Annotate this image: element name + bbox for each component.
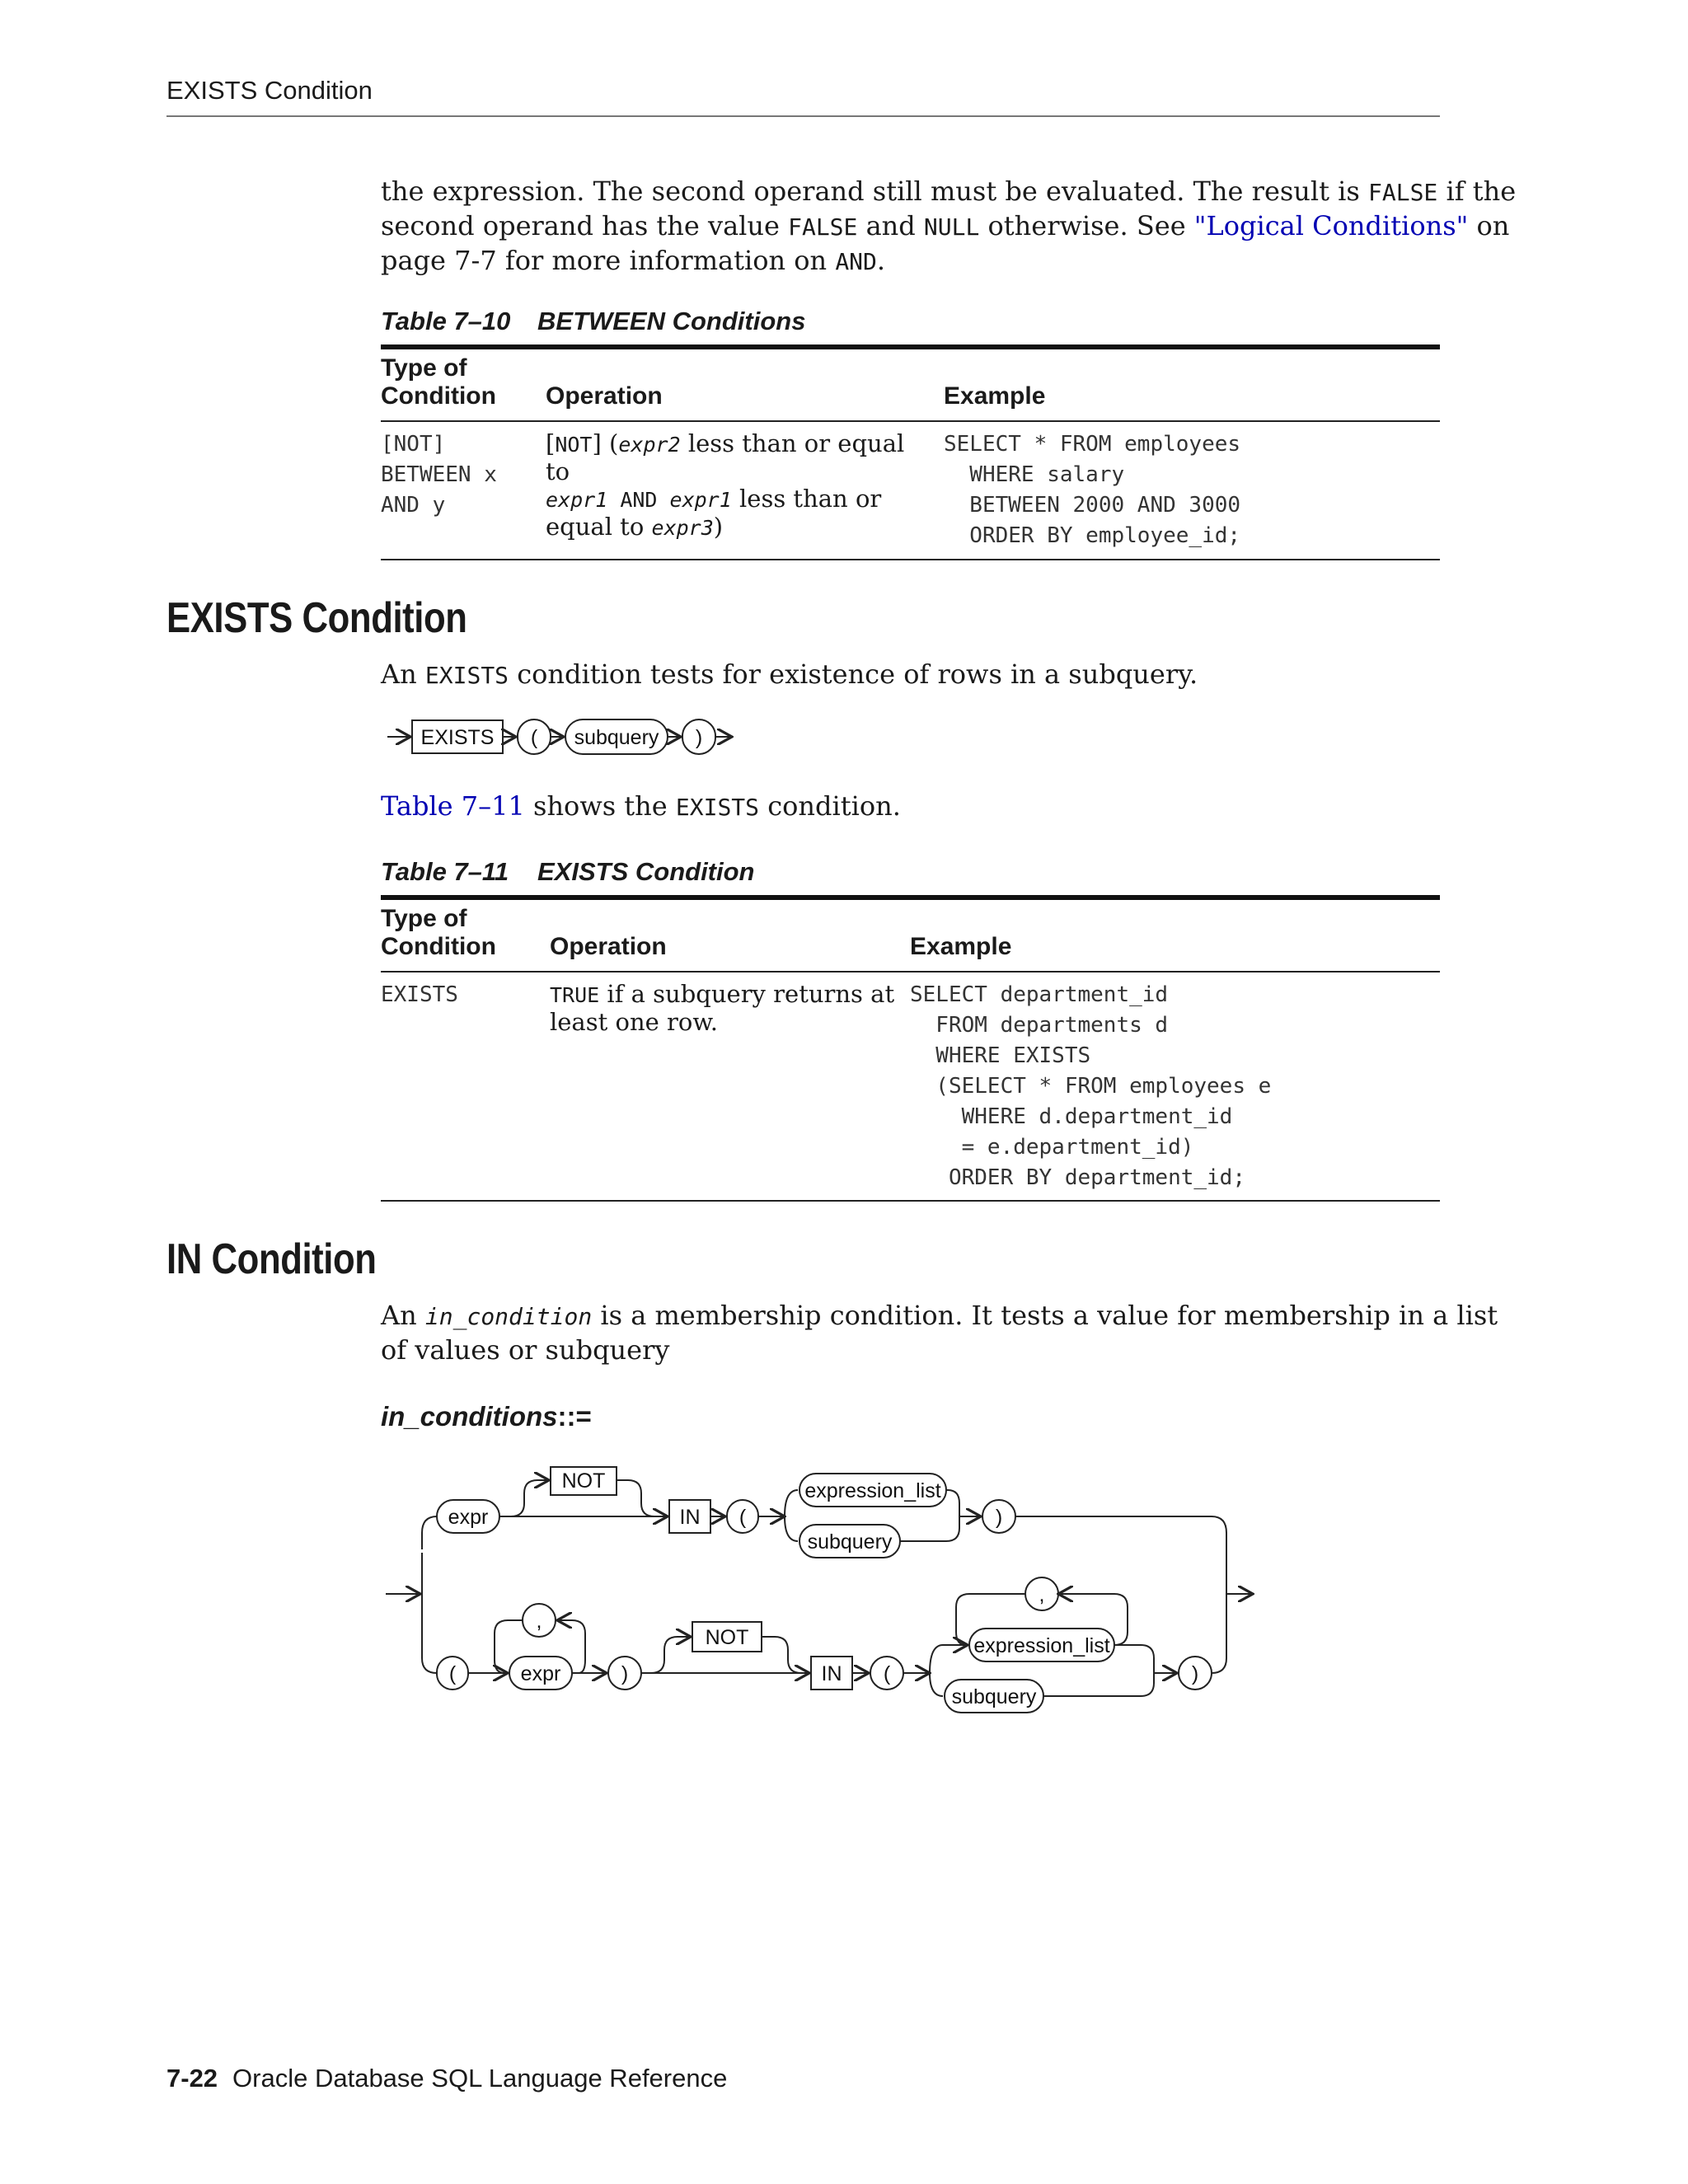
svg-text:(: ( bbox=[448, 1662, 457, 1685]
intro-text: otherwise. See bbox=[979, 210, 1194, 241]
svg-text:NOT: NOT bbox=[561, 1469, 606, 1493]
cell-type: EXISTS bbox=[381, 982, 458, 1007]
syntax-title: in_conditions::= bbox=[381, 1401, 592, 1432]
svg-text:expression_list: expression_list bbox=[973, 1634, 1110, 1657]
inline-code: EXISTS bbox=[424, 662, 509, 689]
caption-title: BETWEEN Conditions bbox=[537, 307, 806, 335]
book-title: Oracle Database SQL Language Reference bbox=[232, 2064, 728, 2093]
header-operation: Operation bbox=[550, 933, 667, 960]
subquery-label: subquery bbox=[574, 726, 659, 749]
in-section-heading: IN Condition bbox=[166, 1235, 377, 1283]
svg-text:,: , bbox=[536, 1610, 542, 1633]
page-number: 7-22 bbox=[166, 2064, 218, 2093]
inline-code: in_condition bbox=[424, 1303, 593, 1330]
header-operation: Operation bbox=[546, 382, 663, 410]
svg-text:): ) bbox=[621, 1662, 629, 1685]
intro-text: on bbox=[1468, 210, 1510, 241]
inline-code: AND bbox=[835, 248, 877, 275]
intro-text: . bbox=[876, 245, 886, 276]
intro-text: and bbox=[857, 210, 924, 241]
in-description: An in_condition is a membership condition. It tests a value for membership in a list of values or subquery bbox=[381, 1300, 1498, 1366]
exists-section-heading: EXISTS Condition bbox=[166, 594, 467, 642]
cell-type: [NOT] BETWEEN x AND y bbox=[381, 432, 497, 518]
svg-text:NOT: NOT bbox=[705, 1626, 749, 1649]
svg-text:subquery: subquery bbox=[951, 1685, 1037, 1708]
cell-operation: TRUE if a subquery returns at least one row. bbox=[550, 980, 895, 1036]
intro-text: page 7-7 for more information on bbox=[381, 245, 836, 276]
svg-text:IN: IN bbox=[821, 1662, 842, 1685]
table-7-11-link[interactable]: Table 7–11 bbox=[381, 790, 525, 822]
caption-title: EXISTS Condition bbox=[537, 857, 755, 886]
close-paren-label: ) bbox=[695, 726, 703, 749]
caption-number: Table 7–11 bbox=[381, 857, 509, 886]
intro-text: the expression. The second operand still must be evaluated. The result is bbox=[381, 176, 1368, 207]
svg-text:,: , bbox=[1039, 1583, 1045, 1606]
svg-text:(: ( bbox=[738, 1506, 747, 1529]
running-header: EXISTS Condition bbox=[166, 76, 373, 105]
table-reference-sentence: Table 7–11 shows the EXISTS condition. bbox=[381, 790, 901, 822]
cell-operation: [NOT] (expr2 less than or equal to expr1 AND expr1 less than or equal to expr3) bbox=[546, 429, 905, 541]
caption-number: Table 7–10 bbox=[381, 307, 511, 335]
header-type-of-condition: Type of Condition bbox=[381, 905, 496, 960]
logical-conditions-link[interactable]: "Logical Conditions" bbox=[1193, 210, 1469, 241]
exists-description: An EXISTS condition tests for existence of rows in a subquery. bbox=[381, 658, 1198, 690]
svg-text:): ) bbox=[995, 1506, 1003, 1529]
svg-text:): ) bbox=[1191, 1662, 1199, 1685]
svg-text:expr: expr bbox=[520, 1662, 561, 1685]
header-example: Example bbox=[910, 933, 1012, 960]
svg-text:expression_list: expression_list bbox=[804, 1479, 941, 1502]
svg-text:subquery: subquery bbox=[807, 1530, 893, 1554]
exists-keyword-label: EXISTS bbox=[420, 726, 495, 749]
inline-code: FALSE bbox=[1368, 179, 1438, 206]
svg-text:IN: IN bbox=[679, 1506, 701, 1529]
open-paren-label: ( bbox=[530, 726, 538, 749]
header-type-of-condition: Type of Condition bbox=[381, 354, 496, 410]
inline-code: EXISTS bbox=[675, 794, 760, 821]
cell-example: SELECT department_id FROM departments d WHERE EXISTS (SELECT * FROM employees e WHERE d.department_id = e.department_id) ORDER BY department_id; bbox=[910, 982, 1272, 1190]
page-footer bbox=[166, 2064, 727, 2093]
svg-text:expr: expr bbox=[448, 1506, 489, 1529]
intro-text: second operand has the value bbox=[381, 210, 789, 241]
header-example: Example bbox=[944, 382, 1046, 410]
inline-code: NULL bbox=[923, 213, 980, 241]
cell-example: SELECT * FROM employees WHERE salary BETWEEN 2000 AND 3000 ORDER BY employee_id; bbox=[944, 432, 1241, 548]
inline-code: FALSE bbox=[788, 213, 858, 241]
svg-text:(: ( bbox=[883, 1662, 891, 1685]
intro-text: if the bbox=[1437, 176, 1517, 207]
